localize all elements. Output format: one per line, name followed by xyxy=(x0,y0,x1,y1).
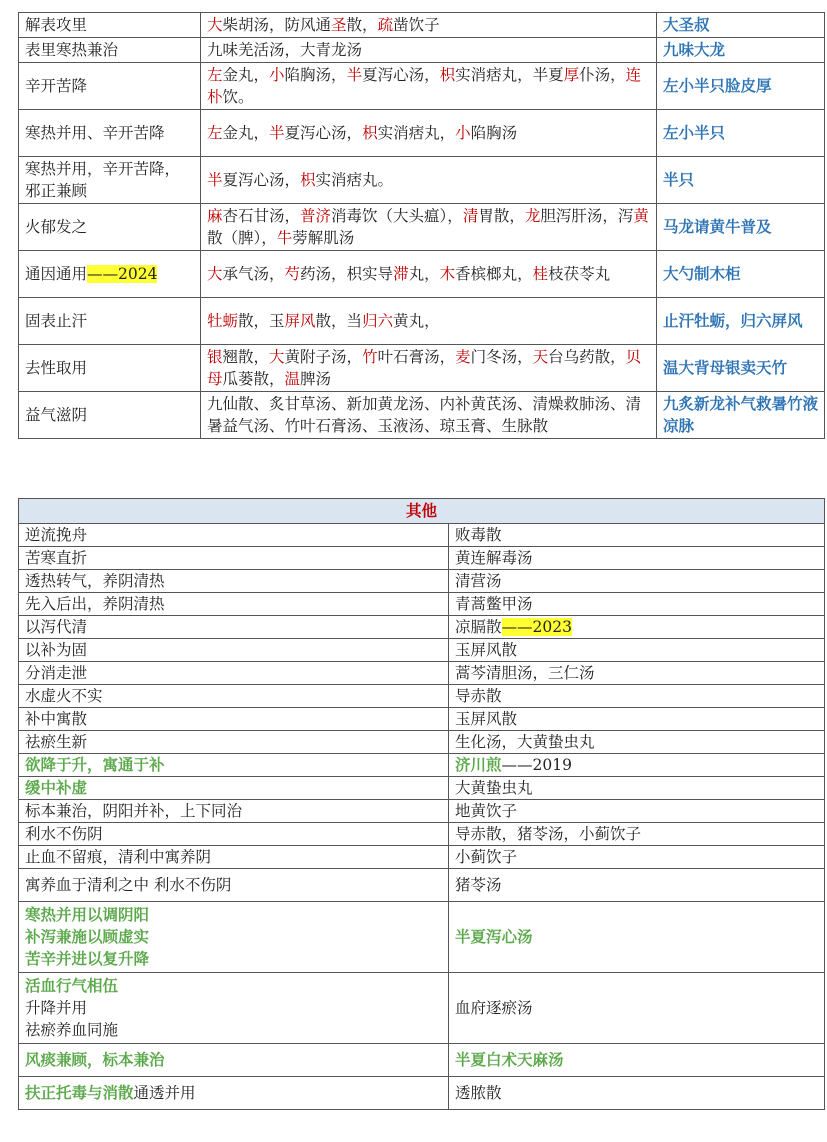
text-segment: 蒡解肌汤 xyxy=(292,229,355,247)
text-segment: 枳 xyxy=(439,66,456,84)
text-segment: 先入后出，养阴清热 xyxy=(25,595,165,613)
text-segment: 苦辛并进以复升降 xyxy=(25,950,150,968)
table-row xyxy=(19,1077,825,1110)
text-segment: 枳 xyxy=(300,171,316,189)
table-row xyxy=(19,869,825,902)
text-segment: 黄丸， xyxy=(393,312,440,330)
text-segment: 杏石甘汤， xyxy=(222,207,301,225)
formula-cell xyxy=(449,524,825,547)
formula-cell xyxy=(201,13,657,38)
method-cell xyxy=(19,298,201,345)
text-segment: 寒热并用以调阴阳 xyxy=(25,906,150,924)
text-segment: 芍 xyxy=(284,265,301,283)
text-segment: 半夏白术天麻汤 xyxy=(455,1051,564,1069)
table-header-row xyxy=(19,499,825,524)
table-row xyxy=(19,204,825,251)
method-cell xyxy=(19,63,201,110)
text-segment: 大黄蛰虫丸 xyxy=(455,779,533,797)
text-segment: 止血不留痕，清利中寓养阴 xyxy=(25,848,212,866)
formula-cell xyxy=(449,547,825,570)
text-segment: 金丸， xyxy=(222,124,270,142)
text-segment: 胆泻肝汤，泻 xyxy=(540,207,634,225)
text-segment: 疏 xyxy=(377,16,394,34)
mnemonic-cell: 左小半只 xyxy=(657,110,825,157)
text-segment: 九味羌活汤，大青龙汤 xyxy=(207,41,363,59)
text-segment: 青蒿鳖甲汤 xyxy=(455,595,533,613)
formula-cell xyxy=(449,1044,825,1077)
method-cell xyxy=(19,639,449,662)
method-cell xyxy=(19,570,449,593)
table-row xyxy=(19,110,825,157)
text-segment: 玉屏风散 xyxy=(455,710,518,728)
method-label: 去性取用 xyxy=(25,359,88,377)
text-segment: 竹 xyxy=(362,348,378,366)
text-segment: 分消走泄 xyxy=(25,664,88,682)
text-segment: 玉屏风散 xyxy=(455,641,518,659)
table-row xyxy=(19,157,825,204)
method-label: 解表攻里 xyxy=(25,16,88,34)
text-segment: 透热转气，养阴清热 xyxy=(25,572,165,590)
formula-cell xyxy=(449,800,825,823)
table-row xyxy=(19,731,825,754)
text-segment: 凉膈散 xyxy=(455,618,502,636)
formula-cell xyxy=(449,708,825,731)
formula-table-main xyxy=(18,12,825,439)
table-row xyxy=(19,13,825,38)
text-segment: 大 xyxy=(207,265,223,283)
text-segment: 牡蛎 xyxy=(207,312,239,330)
text-segment: 散，当 xyxy=(315,312,363,330)
formula-cell xyxy=(449,616,825,639)
method-cell xyxy=(19,800,449,823)
text-segment: ——2023 xyxy=(501,618,572,636)
text-segment: 叶石膏汤， xyxy=(377,348,456,366)
method-cell xyxy=(19,345,201,392)
formula-cell xyxy=(201,204,657,251)
text-segment: 陷胸汤 xyxy=(470,124,518,142)
text-segment: 陷胸汤， xyxy=(284,66,347,84)
text-segment: 瓜蒌散， xyxy=(222,370,285,388)
text-segment: 祛瘀养血同施 xyxy=(25,1021,119,1039)
method-cell xyxy=(19,777,449,800)
method-cell xyxy=(19,685,449,708)
text-segment: 标本兼治，阴阳并补，上下同治 xyxy=(25,802,243,820)
text-segment: 以泻代清 xyxy=(25,618,88,636)
text-segment: ——2019 xyxy=(501,756,572,774)
text-segment: 夏泻心汤， xyxy=(284,124,363,142)
method-cell xyxy=(19,869,449,902)
formula-cell xyxy=(449,846,825,869)
mnemonic-cell: 大圣叔 xyxy=(657,13,825,38)
text-segment: 大 xyxy=(207,16,223,34)
mnemonic-cell: 马龙请黄牛普及 xyxy=(657,204,825,251)
text-segment: 麻 xyxy=(207,207,223,225)
table-row xyxy=(19,345,825,392)
text-segment: 左 xyxy=(207,124,223,142)
method-label: 寒热并用，辛开苦降，邪正兼顾 xyxy=(25,160,181,200)
text-segment: 台乌药散， xyxy=(548,348,626,366)
method-cell xyxy=(19,973,449,1044)
formula-cell xyxy=(449,685,825,708)
text-segment: 实消痞丸， xyxy=(377,124,456,142)
text-segment: 左 xyxy=(207,66,223,84)
text-segment: 贝母 xyxy=(207,348,642,388)
table-row xyxy=(19,570,825,593)
table-row xyxy=(19,1044,825,1077)
method-cell xyxy=(19,662,449,685)
formula-cell xyxy=(449,869,825,902)
text-segment: 升降并用 xyxy=(25,999,88,1017)
text-segment: 翘散， xyxy=(222,348,270,366)
method-cell xyxy=(19,708,449,731)
text-segment: 散（脾）， xyxy=(207,229,277,247)
text-segment: 屏风 xyxy=(284,312,316,330)
method-label: 表里寒热兼治 xyxy=(25,41,119,59)
text-segment: 半 xyxy=(207,171,223,189)
text-segment: 导赤散 xyxy=(455,687,502,705)
table-row xyxy=(19,298,825,345)
text-segment: 连朴 xyxy=(207,66,642,106)
formula-cell xyxy=(449,662,825,685)
text-segment: 牛 xyxy=(276,229,293,247)
text-segment: 大 xyxy=(269,348,285,366)
method-cell xyxy=(19,616,449,639)
formula-cell xyxy=(449,902,825,973)
formula-cell xyxy=(449,1077,825,1110)
text-segment: 导赤散，猪苓汤，小蓟饮子 xyxy=(455,825,642,843)
method-label: 寒热并用、辛开苦降 xyxy=(25,124,165,142)
formula-table-other xyxy=(18,498,825,1110)
table-row xyxy=(19,524,825,547)
text-segment: 清 xyxy=(462,207,479,225)
method-cell xyxy=(19,823,449,846)
text-segment: 承气汤， xyxy=(222,265,285,283)
text-segment: 半夏泻心汤 xyxy=(455,928,533,946)
table-row xyxy=(19,902,825,973)
text-segment: 小 xyxy=(269,66,285,84)
text-segment: 黄连解毒汤 xyxy=(455,549,533,567)
text-segment: 夏泻心汤， xyxy=(222,171,301,189)
method-cell xyxy=(19,251,201,298)
method-label: 益气滋阴 xyxy=(25,406,88,424)
method-label: 固表止汗 xyxy=(25,312,88,330)
method-cell xyxy=(19,13,201,38)
text-segment: 活血行气相伍 xyxy=(25,977,119,995)
text-segment: 门冬汤， xyxy=(470,348,533,366)
table-row xyxy=(19,973,825,1044)
table-row xyxy=(19,639,825,662)
text-segment: 半 xyxy=(346,66,363,84)
text-segment: 猪苓汤 xyxy=(455,876,502,894)
text-segment: 胃散， xyxy=(478,207,525,225)
table-row xyxy=(19,392,825,439)
table-row xyxy=(19,777,825,800)
method-cell xyxy=(19,1044,449,1077)
table-row xyxy=(19,754,825,777)
text-segment: 麦 xyxy=(455,348,471,366)
table-row xyxy=(19,708,825,731)
formula-cell xyxy=(201,63,657,110)
text-segment: 桂 xyxy=(532,265,549,283)
text-segment: 温 xyxy=(284,370,301,388)
formula-cell xyxy=(201,345,657,392)
text-segment: 黄 xyxy=(633,207,649,225)
text-segment: 风痰兼顾，标本兼治 xyxy=(25,1051,165,1069)
text-segment: 天 xyxy=(532,348,549,366)
text-segment: 清营汤 xyxy=(455,572,502,590)
mnemonic-cell: 半只 xyxy=(657,157,825,204)
text-segment: 消毒饮（大头瘟）， xyxy=(331,207,463,225)
text-segment: 苦寒直折 xyxy=(25,549,88,567)
mnemonic-cell: 九味大龙 xyxy=(657,38,825,63)
text-segment: 逆流挽舟 xyxy=(25,526,88,544)
text-segment: 败毒散 xyxy=(455,526,502,544)
method-cell xyxy=(19,846,449,869)
formula-cell xyxy=(201,38,657,63)
text-segment: 以补为固 xyxy=(25,641,88,659)
formula-cell xyxy=(449,973,825,1044)
table-row xyxy=(19,823,825,846)
text-segment: 黄附子汤， xyxy=(284,348,363,366)
method-cell xyxy=(19,547,449,570)
text-segment: 厚 xyxy=(563,66,580,84)
text-segment: 地黄饮子 xyxy=(455,802,518,820)
method-label: 火郁发之 xyxy=(25,218,88,236)
table-header-other: 其他 xyxy=(19,499,825,524)
table-row xyxy=(19,662,825,685)
text-segment: 小蓟饮子 xyxy=(455,848,518,866)
text-segment: 缓中补虚 xyxy=(25,779,88,797)
formula-cell xyxy=(449,777,825,800)
method-cell xyxy=(19,524,449,547)
table-row xyxy=(19,800,825,823)
text-segment: 透脓散 xyxy=(455,1084,502,1102)
text-segment: 饮。 xyxy=(222,88,254,106)
text-segment: 祛瘀生新 xyxy=(25,733,88,751)
text-segment: 寓养血于清利之中 利水不伤阴 xyxy=(25,876,232,894)
method-cell xyxy=(19,731,449,754)
method-label: 辛开苦降 xyxy=(25,77,88,95)
text-segment: 水虚火不实 xyxy=(25,687,103,705)
mnemonic-cell: 止汗牡蛎，归六屏风 xyxy=(657,298,825,345)
text-segment: 利水不伤阴 xyxy=(25,825,103,843)
table-row xyxy=(19,846,825,869)
text-segment: 枝茯苓丸 xyxy=(548,265,611,283)
formula-cell xyxy=(449,570,825,593)
method-cell xyxy=(19,392,201,439)
text-segment: 扶正托毒与消散 xyxy=(25,1084,134,1102)
text-segment: 药汤，枳实导 xyxy=(300,265,394,283)
formula-cell xyxy=(449,823,825,846)
text-segment: 散，玉 xyxy=(238,312,285,330)
mnemonic-cell: 九炙新龙补气救暑竹液凉脉 xyxy=(657,392,825,439)
text-segment: 仆汤， xyxy=(579,66,626,84)
text-segment: 欲降于升，寓通于补 xyxy=(25,756,165,774)
text-segment: 补中寓散 xyxy=(25,710,88,728)
text-segment: 九仙散、炙甘草汤、新加黄龙汤、内补黄芪汤、清燥救肺汤、清暑益气汤、竹叶石膏汤、玉液汤、琼玉膏、生脉散 xyxy=(207,395,642,435)
text-segment: 小 xyxy=(455,124,471,142)
text-segment: 蒿芩清胆汤，三仁汤 xyxy=(455,664,595,682)
text-segment: 枳 xyxy=(362,124,378,142)
table-row xyxy=(19,685,825,708)
mnemonic-cell: 温大背母银卖天竹 xyxy=(657,345,825,392)
formula-cell xyxy=(201,110,657,157)
text-segment: 实消痞丸。 xyxy=(315,171,394,189)
method-cell xyxy=(19,1077,449,1110)
text-segment: 圣 xyxy=(331,16,347,34)
mnemonic-cell: 大勺制木柜 xyxy=(657,251,825,298)
table-row xyxy=(19,547,825,570)
text-segment: 凿饮子 xyxy=(393,16,440,34)
formula-cell xyxy=(449,593,825,616)
text-segment: 银 xyxy=(207,348,223,366)
text-segment: 木 xyxy=(439,265,456,283)
formula-cell xyxy=(201,392,657,439)
method-label: 通因通用 xyxy=(25,265,88,283)
formula-cell xyxy=(201,251,657,298)
year-highlight: ——2024 xyxy=(87,265,158,283)
text-segment: 香槟榔丸， xyxy=(455,265,533,283)
table-row xyxy=(19,38,825,63)
text-segment: 丸， xyxy=(408,265,440,283)
text-segment: 脾汤 xyxy=(300,370,332,388)
text-segment: 龙 xyxy=(524,207,541,225)
method-cell xyxy=(19,902,449,973)
text-segment: 柴胡汤，防风通 xyxy=(222,16,332,34)
table-row xyxy=(19,593,825,616)
method-cell xyxy=(19,38,201,63)
table-row xyxy=(19,616,825,639)
text-segment: 济川煎 xyxy=(455,756,502,774)
formula-cell xyxy=(449,639,825,662)
text-segment: 半 xyxy=(269,124,285,142)
text-segment: 金丸， xyxy=(222,66,270,84)
formula-cell xyxy=(201,298,657,345)
text-segment: 普济 xyxy=(300,207,332,225)
method-cell xyxy=(19,754,449,777)
text-segment: 滞 xyxy=(393,265,409,283)
formula-cell xyxy=(449,731,825,754)
formula-cell xyxy=(449,754,825,777)
text-segment: 实消痞丸，半夏 xyxy=(455,66,564,84)
text-segment: 散， xyxy=(346,16,378,34)
text-segment: 补泻兼施以顾虚实 xyxy=(25,928,150,946)
method-cell xyxy=(19,204,201,251)
text-segment: 归六 xyxy=(362,312,394,330)
text-segment: 生化汤，大黄蛰虫丸 xyxy=(455,733,595,751)
text-segment: 通透并用 xyxy=(133,1084,196,1102)
mnemonic-cell: 左小半只脸皮厚 xyxy=(657,63,825,110)
method-cell xyxy=(19,110,201,157)
table-row xyxy=(19,63,825,110)
method-cell xyxy=(19,593,449,616)
table-row xyxy=(19,251,825,298)
method-cell xyxy=(19,157,201,204)
formula-cell xyxy=(201,157,657,204)
text-segment: 血府逐瘀汤 xyxy=(455,999,533,1017)
text-segment: 夏泻心汤， xyxy=(362,66,440,84)
